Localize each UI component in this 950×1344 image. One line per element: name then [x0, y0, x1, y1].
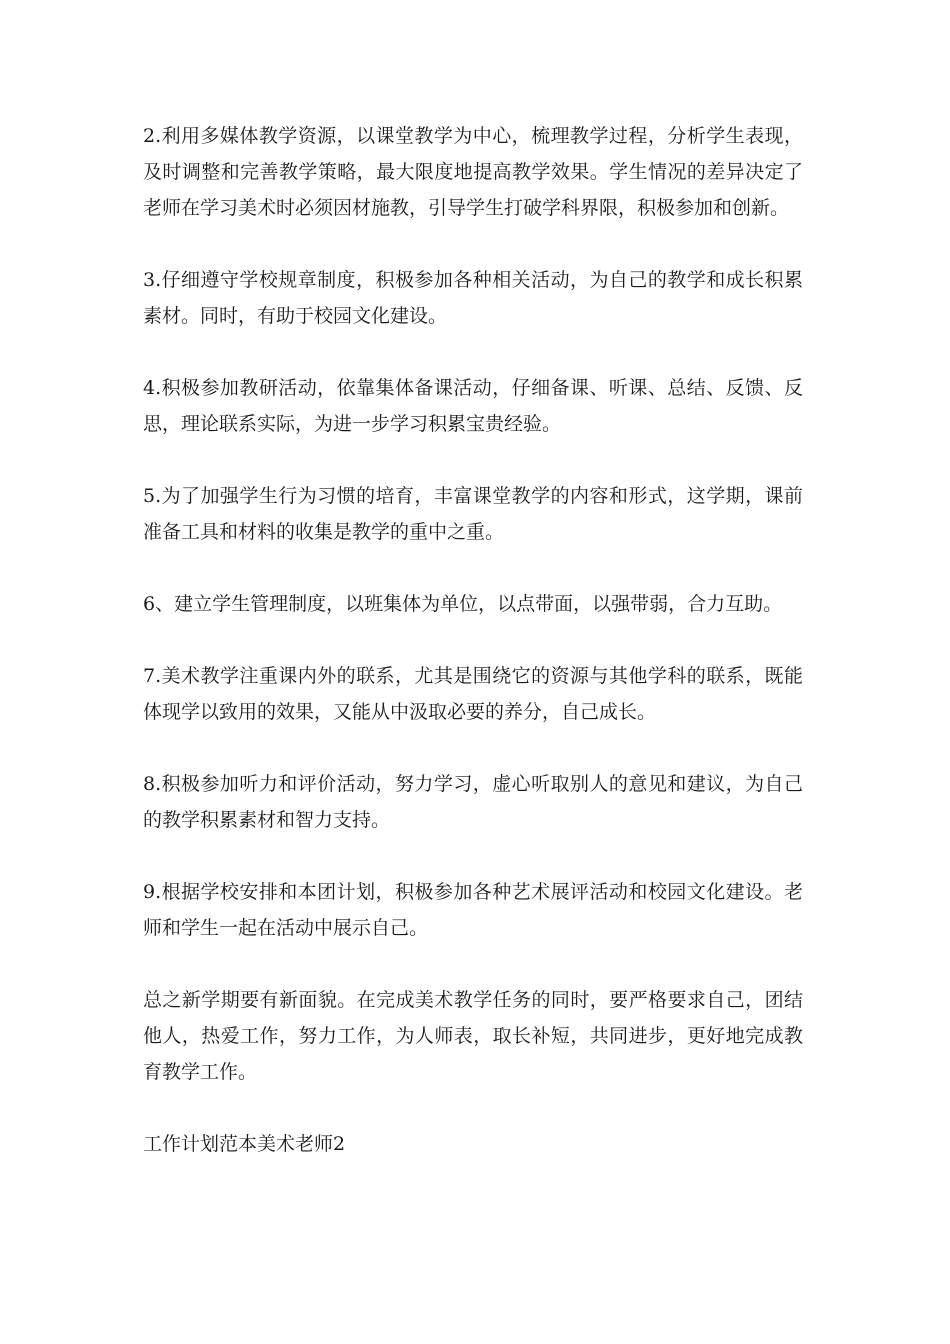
- paragraph-item-7: 7.美术教学注重课内外的联系，尤其是围绕它的资源与其他学科的联系，既能体现学以致用的效果，又能从中汲取必要的养分，自己成长。: [143, 665, 803, 723]
- paragraph-item-9: 9.根据学校安排和本团计划，积极参加各种艺术展评活动和校园文化建设。老师和学生一起在活动中展示自己。: [143, 881, 803, 939]
- paragraph-item-4: 4.积极参加教研活动，依靠集体备课活动，仔细备课、听课、总结、反馈、反思，理论联系实际，为进一步学习积累宝贵经验。: [143, 377, 803, 435]
- paragraph-item-3: 3.仔细遵守学校规章制度，积极参加各种相关活动，为自己的教学和成长积累素材。同时，有助于校园文化建设。: [143, 269, 803, 327]
- paragraph-conclusion: 总之新学期要有新面貌。在完成美术教学任务的同时，要严格要求自己，团结他人，热爱工作，努力工作，为人师表，取长补短，共同进步，更好地完成教育教学工作。: [143, 989, 803, 1083]
- paragraph-item-8: 8.积极参加听力和评价活动，努力学习，虚心听取别人的意见和建议，为自己的教学积累素材和智力支持。: [143, 773, 803, 831]
- paragraph-item-6: 6、建立学生管理制度，以班集体为单位，以点带面，以强带弱，合力互助。: [143, 593, 783, 615]
- document-page: [143, 118, 803, 1162]
- paragraph-item-5: 5.为了加强学生行为习惯的培育，丰富课堂教学的内容和形式，这学期，课前准备工具和材料的收集是教学的重中之重。: [143, 485, 803, 543]
- paragraph-item-2: 2.利用多媒体教学资源，以课堂教学为中心，梳理教学过程，分析学生表现，及时调整和完善教学策略，最大限度地提高教学效果。学生情况的差异决定了老师在学习美术时必须因材施教，引导学生打破学科界限，积极参加和创新。: [143, 125, 803, 219]
- section-heading: 工作计划范本美术老师2: [143, 1133, 346, 1155]
